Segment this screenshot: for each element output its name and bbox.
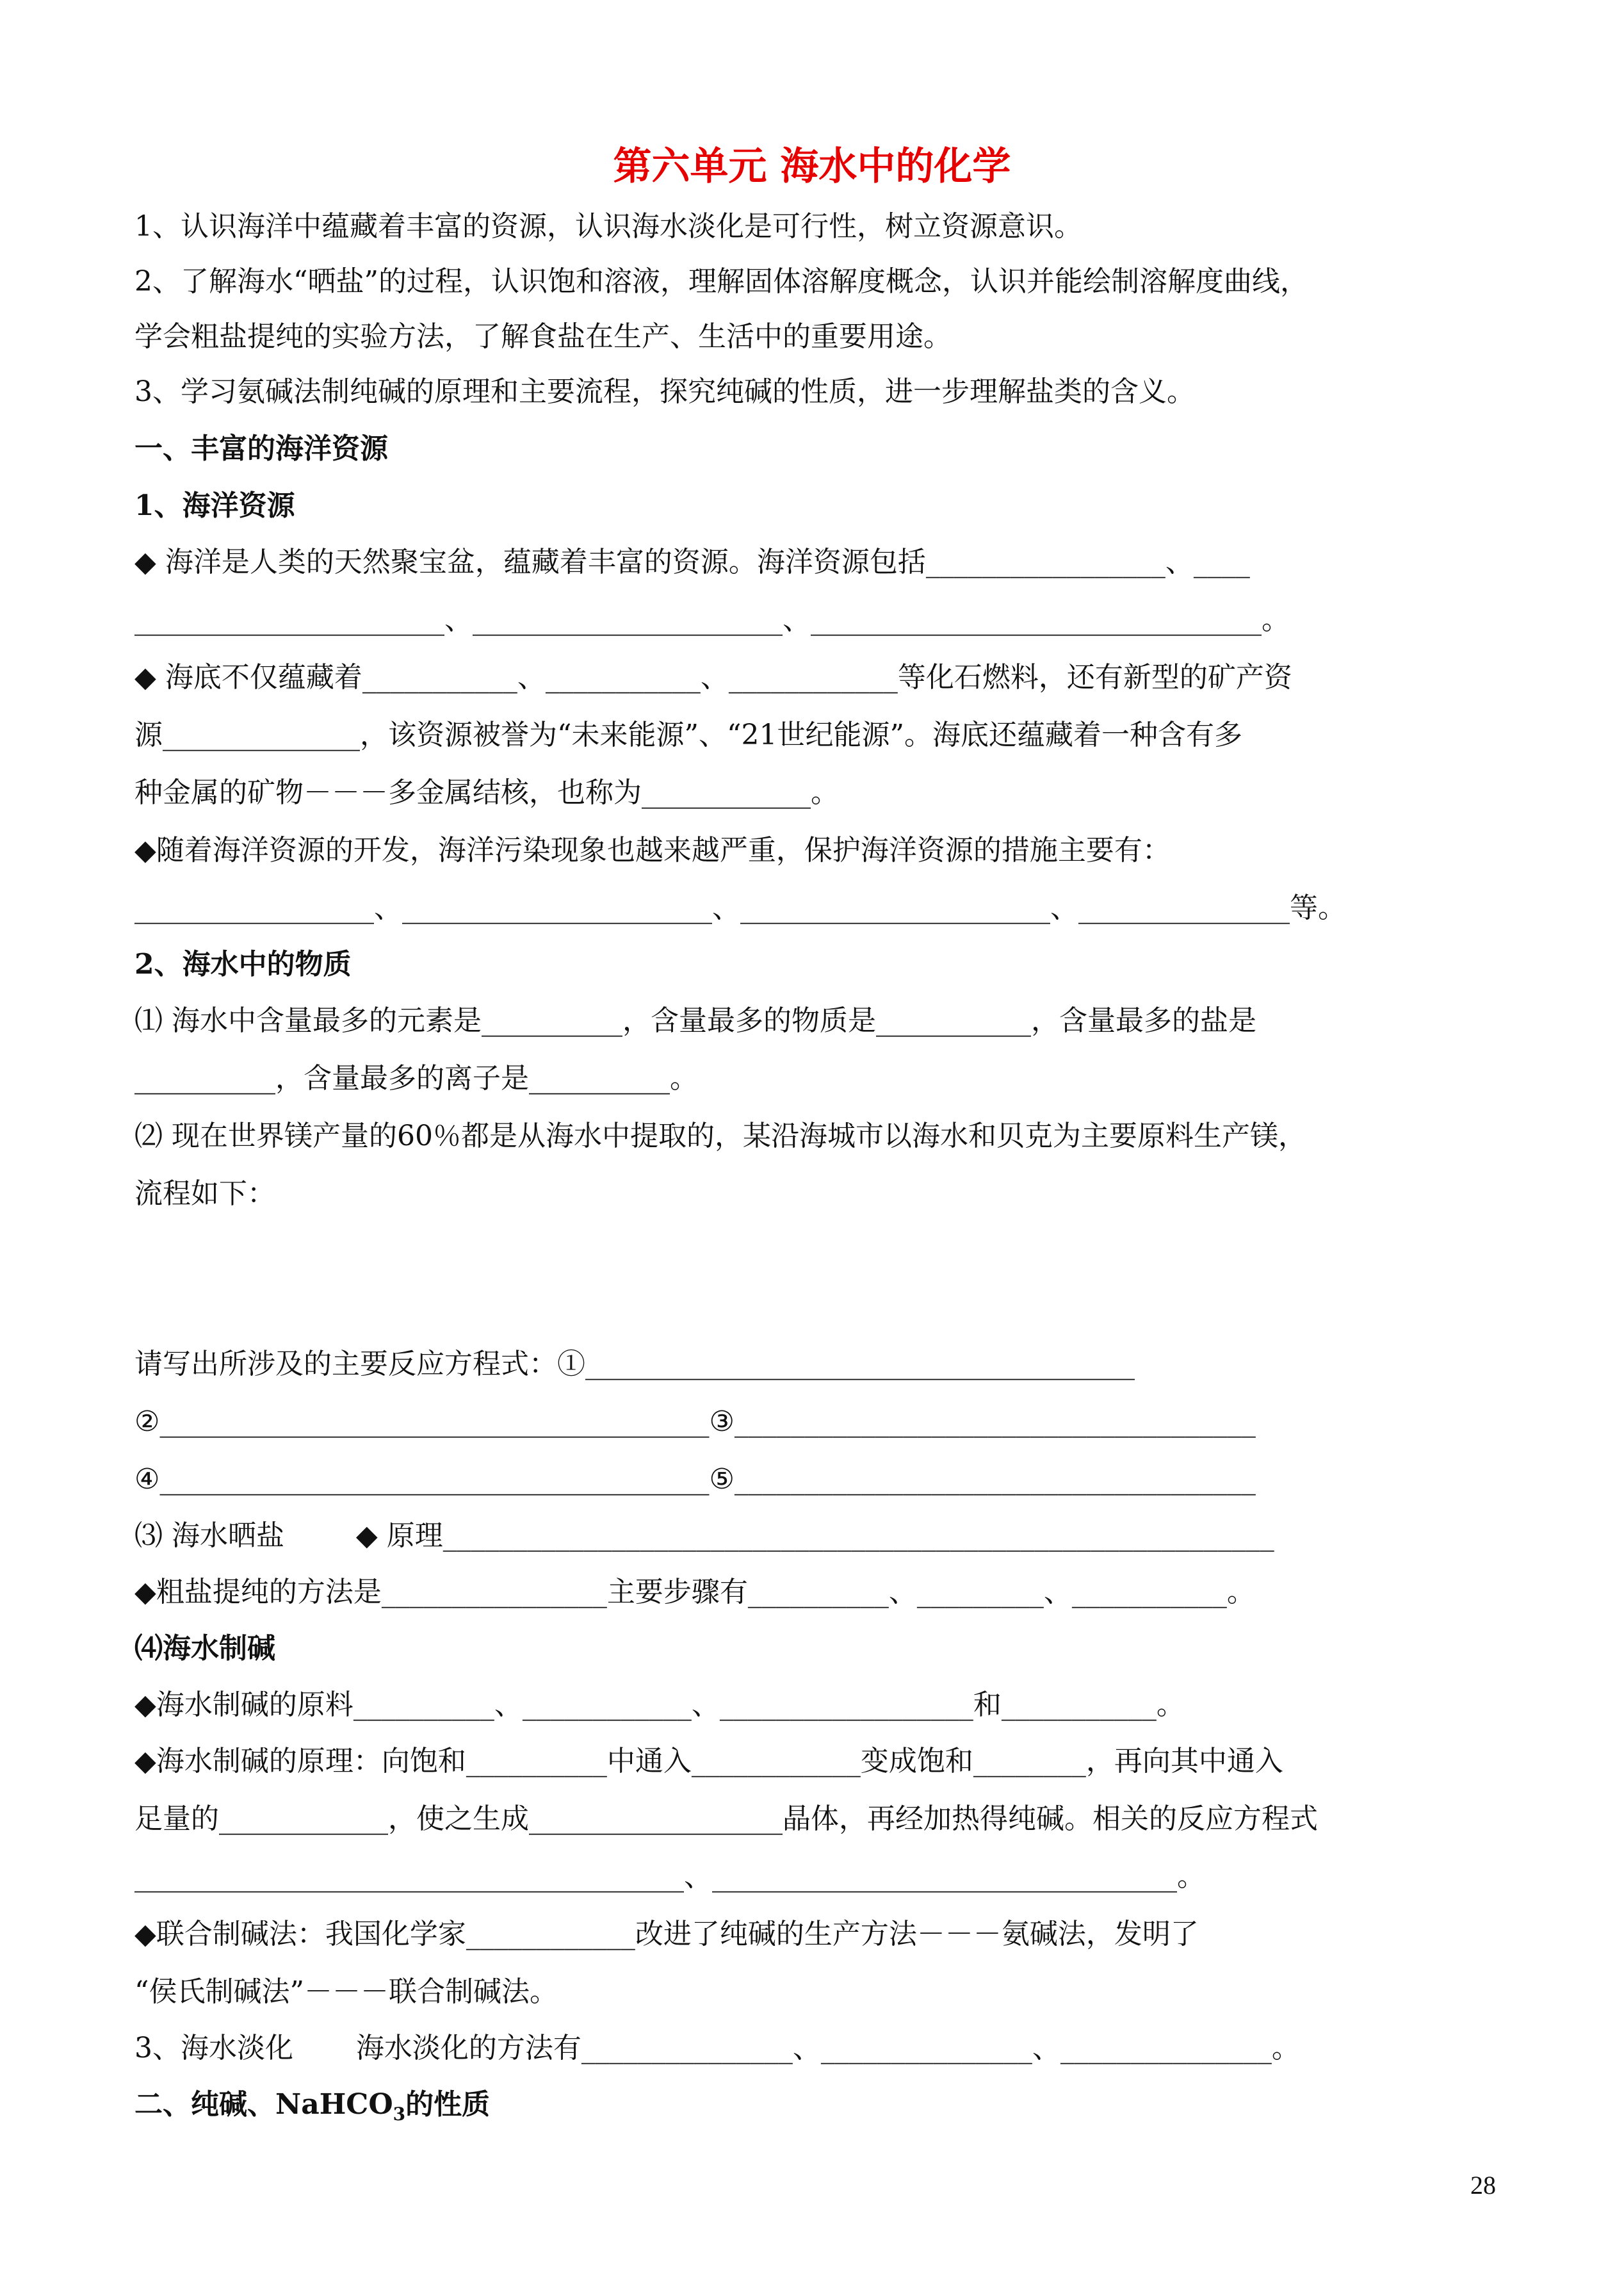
objective-2: 2、了解海水“晒盐”的过程，认识饱和溶液，理解固体溶解度概念，认识并能绘制溶解度曲线，	[134, 265, 1308, 298]
text-line: 足量的____________，使之生成__________________晶体，再经加热得纯碱。相关的反应方程式	[134, 1802, 1318, 1835]
section-heading-1: 一、丰富的海洋资源	[134, 432, 388, 465]
text-line: ②_______________________________________③_____________________________________	[134, 1405, 1256, 1438]
text-line: ◆海水制碱的原料__________、____________、__________________和___________。	[134, 1688, 1185, 1721]
objective-3: 3、学习氨碱法制纯碱的原理和主要流程，探究纯碱的性质，进一步理解盐类的含义。	[134, 375, 1195, 408]
text-line: ◆海水制碱的原理：向饱和__________中通入____________变成饱和________，再向其中通入	[134, 1745, 1283, 1777]
text-line: “侯氏制碱法”－－－联合制碱法。	[134, 1975, 558, 2008]
subheading-soda-making: ⑷海水制碱	[134, 1632, 275, 1665]
text-line: ◆粗盐提纯的方法是________________主要步骤有__________、_________、___________。	[134, 1576, 1255, 1608]
objective-1: 1、认识海洋中蕴藏着丰富的资源，认识海水淡化是可行性，树立资源意识。	[134, 210, 1082, 243]
text-line: __________，含量最多的离子是__________。	[134, 1062, 698, 1095]
text-line: ◆随着海洋资源的开发，海洋污染现象也越来越严重，保护海洋资源的措施主要有：	[134, 834, 1171, 867]
heading-suffix: 的性质	[405, 2088, 491, 2121]
text-line: ⑵ 现在世界镁产量的60％都是从海水中提取的，某沿海城市以海水和贝克为主要原料生产镁，	[134, 1120, 1306, 1152]
heading-subscript: 3	[393, 2103, 406, 2125]
text-line: ◆联合制碱法：我国化学家____________改进了纯碱的生产方法－－－氨碱法，发明了	[134, 1918, 1199, 1950]
section-heading-2	[134, 2087, 490, 2132]
text-line: 3、海水淡化 海水淡化的方法有_______________、_______________、_______________。	[134, 2032, 1300, 2064]
text-line: 源______________，该资源被誉为“未来能源”、“21世纪能源”。海底还蕴藏着一种含有多	[134, 719, 1242, 751]
text-line: 种金属的矿物－－－多金属结核，也称为____________。	[134, 776, 839, 809]
text-line: 请写出所涉及的主要反应方程式：①_______________________________________	[134, 1348, 1135, 1380]
text-line: ⑶ 海水晒盐 ◆ 原理___________________________________________________________	[134, 1519, 1274, 1552]
text-line: ⑴ 海水中含量最多的元素是__________，含量最多的物质是___________，含量最多的盐是	[134, 1004, 1256, 1037]
subheading-seawater-substances: 2、海水中的物质	[134, 948, 352, 981]
text-line: ◆ 海底不仅蕴藏着___________、___________、____________等化石燃料，还有新型的矿产资	[134, 661, 1292, 694]
page-title: 第六单元 海水中的化学	[613, 144, 1011, 189]
page-number: 28	[1470, 2171, 1496, 2200]
subheading-ocean-resources: 1、海洋资源	[134, 489, 295, 522]
text-line: ______________________、______________________、________________________________。	[134, 603, 1290, 636]
text-line: _________________、______________________、______________________、_______________等。	[134, 892, 1346, 924]
text-line: _______________________________________、_________________________________。	[134, 1860, 1205, 1893]
text-line: ◆ 海洋是人类的天然聚宝盆，蕴藏着丰富的资源。海洋资源包括_________________、____	[134, 546, 1250, 578]
text-line: ④_______________________________________⑤_____________________________________	[134, 1463, 1256, 1496]
text-line: 流程如下：	[134, 1177, 275, 1210]
heading-prefix: 二、纯碱、NaHCO	[134, 2088, 393, 2121]
objective-2-cont: 学会粗盐提纯的实验方法，了解食盐在生产、生活中的重要用途。	[134, 320, 952, 353]
